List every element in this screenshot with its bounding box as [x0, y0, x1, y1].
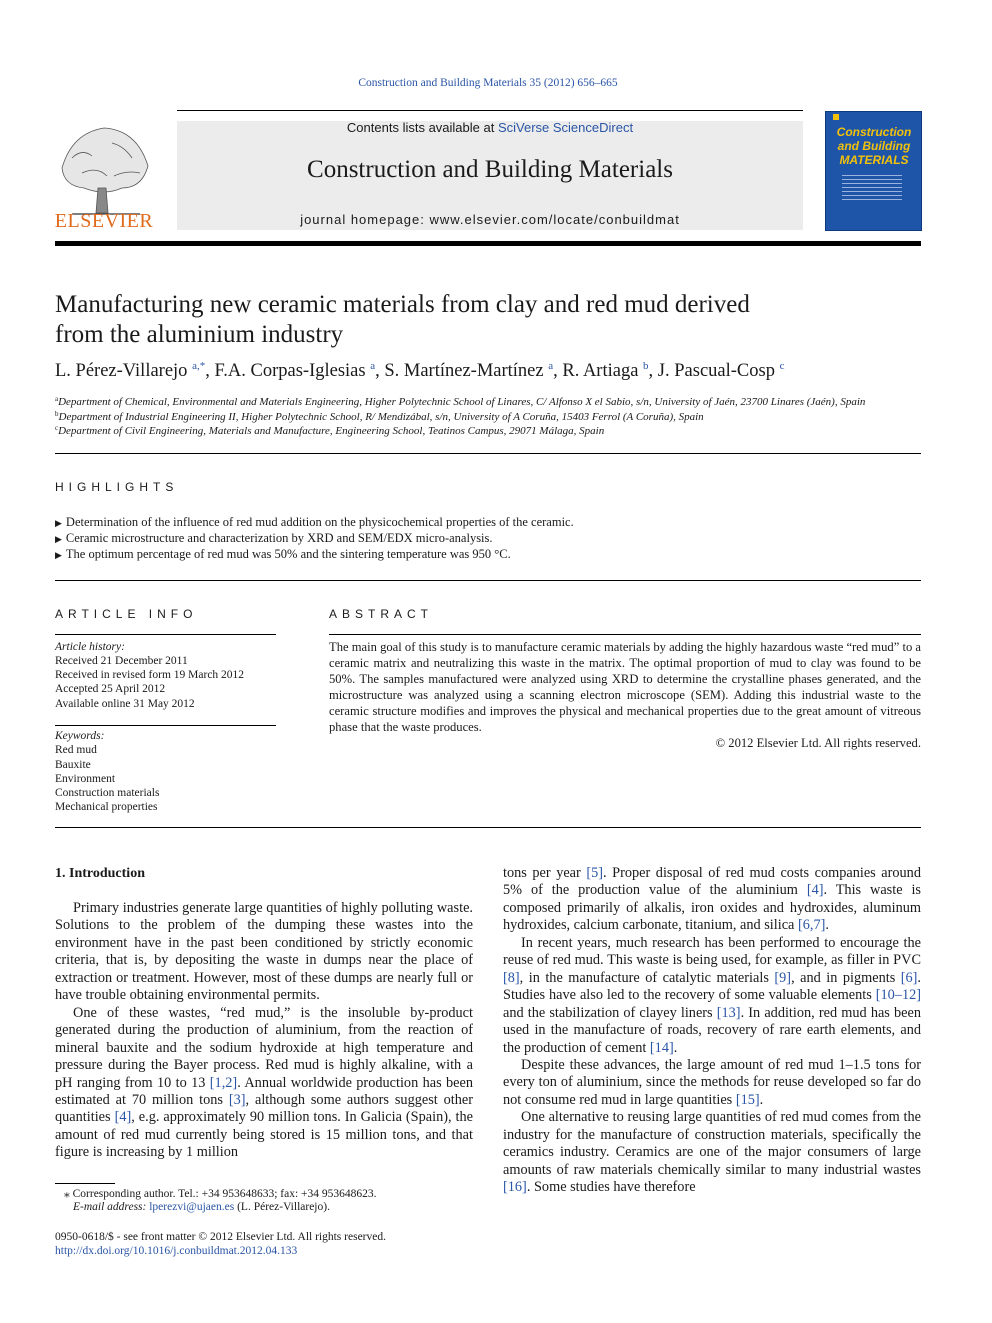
contents-prefix: Contents lists available at	[346, 120, 498, 135]
text-run: One of these wastes, “red mud,” is the insoluble by-product generated during the production of aluminium, from the reaction of mineral bauxite and the sodium hydroxide at high temperature and pressure during the Bayer process. Red mud is highly alkaline, with a pH ranging from 10 to 13	[55, 1004, 473, 1091]
bullet-arrow-icon: ▶	[55, 518, 62, 528]
doi-link[interactable]: http://dx.doi.org/10.1016/j.conbuildmat.2012.04.133	[55, 1245, 298, 1257]
abstract-divider	[55, 827, 921, 828]
cover-badge	[833, 114, 839, 120]
cover-title-line-1: Construction	[836, 125, 912, 139]
sciencedirect-link[interactable]: SciVerse ScienceDirect	[497, 120, 634, 135]
abstract-text: The main goal of this study is to manufacture ceramic materials by adding the highly hazardous waste “red mud” to a ceramic matrix and neutralizing this waste in the matrix. The optimal proportion of mud to clay was found to be 50%. The samples manufactured were analyzed using XRD to determine the crystalline phases generated, and the microstructure was analyzed using a scanning electron microscope (SEM). Adding this industrial waste to the ceramic structure modifies and improves the physical and mechanical properties due to the great amount of vitreous phase that the waste produces.	[329, 640, 921, 735]
affiliation-a	[55, 395, 921, 408]
author-name[interactable]: R. Artiaga	[562, 361, 644, 381]
citation-link[interactable]: [9]	[774, 969, 792, 986]
author-list	[55, 360, 921, 382]
author-name[interactable]: J. Pascual-Cosp	[657, 361, 780, 381]
text-run: , although some authors suggest other quantities	[55, 1091, 473, 1126]
citation-link[interactable]: [4]	[806, 882, 824, 899]
contents-availability	[177, 120, 803, 135]
text-run: . This waste is composed primarily of alkalis, iron oxides and hydroxides, aluminum hydroxides, calcium carbonate, titanium, and silica	[503, 882, 921, 934]
journal-homepage[interactable]: journal homepage: www.elsevier.com/locate/conbuildmat	[300, 212, 680, 227]
text-run: , and in pigments	[791, 969, 901, 986]
abstract-heading: ABSTRACT	[329, 607, 434, 621]
text-run: tons per year	[503, 865, 587, 881]
highlight-text: Ceramic microstructure and characterization by XRD and SEM/EDX micro-analysis.	[65, 531, 493, 545]
affiliation-mark: a	[55, 395, 59, 403]
text-run: . In addition, red mud has been used in the manufacture of roads, recovery of rare earth elements, and the production of cement	[503, 1004, 921, 1056]
affiliation-b	[55, 410, 921, 423]
affiliation-text: Department of Industrial Engineering II, Higher Polytechnic School, R/ Mendizábal, s/n, University of A Coruña, 15403 Ferrol (A Coruña), Spain	[58, 411, 704, 423]
highlights-heading: HIGHLIGHTS	[55, 480, 179, 494]
email-note	[73, 1201, 493, 1213]
text-run: , in the manufacture of catalytic materials	[519, 969, 775, 986]
affiliation-c	[55, 424, 921, 437]
text-run: . Proper disposal of red mud costs companies around 5% of the production value of the aluminium	[503, 865, 921, 899]
author-name[interactable]: F.A. Corpas-Iglesias	[214, 361, 371, 381]
keywords-label: Keywords:	[55, 730, 105, 742]
body-column-right	[503, 865, 921, 1197]
article-title-line-2: from the aluminium industry	[55, 321, 344, 348]
citation-link[interactable]: [15]	[735, 1091, 760, 1108]
article-info-heading: ARTICLE INFO	[55, 607, 198, 621]
abstract-copyright: © 2012 Elsevier Ltd. All rights reserved.	[715, 736, 921, 750]
body-column-left	[55, 900, 473, 1162]
author-affiliation-mark[interactable]: b	[643, 360, 649, 372]
intro-paragraph	[503, 865, 921, 935]
citation-link[interactable]: [10–12]	[875, 987, 921, 1004]
highlight-item	[55, 515, 921, 530]
article-info-rule	[55, 634, 276, 635]
author-name[interactable]: S. Martínez-Martínez	[384, 361, 549, 381]
citation-link[interactable]: [8]	[503, 969, 520, 986]
text-run: Despite these advances, the large amount of red mud 1–1.5 tons for every ton of aluminium, since the methods for reuse developed so far do not consume red mud in large quantities	[503, 1056, 921, 1108]
citation-link[interactable]: [13]	[716, 1004, 741, 1021]
history-accepted: Accepted 25 April 2012	[55, 683, 166, 695]
text-run: , e.g. approximately 90 million tons. In Galicia (Spain), the amount of red mud currently being stored is 15 million tons, and that figure is increasing by 1 million	[55, 1109, 473, 1161]
cover-title-line-2: and Building	[837, 139, 911, 153]
keyword-item: Bauxite	[55, 759, 91, 771]
citation-link[interactable]: [6]	[900, 969, 918, 986]
affiliation-divider	[55, 453, 921, 454]
author-affiliation-mark[interactable]: a,*	[192, 360, 206, 372]
affiliation-text: Department of Civil Engineering, Materials and Manufacture, Engineering School, Teatinos Campus, 29071 Málaga, Spain	[58, 425, 605, 437]
keywords-rule	[55, 725, 276, 726]
journal-title: Construction and Building Materials	[307, 156, 673, 183]
email-label: E-mail address:	[73, 1201, 147, 1213]
text-run: .	[759, 1091, 764, 1108]
corresponding-author-note: ⁎ Corresponding author. Tel.: +34 953648633; fax: +34 953648623.	[64, 1188, 377, 1200]
text-run: . Studies have also led to the recovery of some valuable elements	[503, 969, 921, 1004]
text-run: . Annual worldwide production has been estimated at 70 million tons	[55, 1074, 473, 1108]
keyword-item: Mechanical properties	[55, 801, 158, 813]
cover-title	[830, 125, 918, 167]
intro-paragraph: Primary industries generate large quantities of highly polluting waste. Solutions to the problem of the dumping these wastes into the environment have in the past been conditioned by strictly economic criteria, that is, by depositing the waste in dumps near the place of extraction or treatment. However, most of these dumps are nearly full or have trouble obtaining environmental permits.	[55, 900, 473, 1004]
author-name[interactable]: L. Pérez-Villarejo	[55, 361, 193, 381]
citation-link[interactable]: [6,7]	[797, 917, 826, 934]
citation-link[interactable]: [14]	[649, 1039, 674, 1056]
affiliation-mark: c	[55, 424, 59, 432]
citation-link[interactable]: [16]	[503, 1179, 527, 1196]
citation-link[interactable]: [3]	[228, 1091, 246, 1108]
elsevier-wordmark: ELSEVIER	[54, 210, 154, 232]
section-heading-introduction: 1. Introduction	[55, 866, 145, 881]
author-separator: ,	[648, 361, 658, 381]
cover-text-block	[842, 175, 902, 201]
history-online: Available online 31 May 2012	[55, 698, 195, 710]
highlight-item	[55, 531, 921, 546]
intro-paragraph	[503, 1109, 921, 1196]
keyword-item: Construction materials	[55, 787, 160, 799]
author-affiliation-mark[interactable]: c	[779, 360, 785, 372]
text-run: .	[673, 1039, 678, 1056]
highlight-text: Determination of the influence of red mud addition on the physicochemical properties of the ceramic.	[65, 515, 574, 529]
citation-link[interactable]: [5]	[586, 865, 604, 881]
issn-line: 0950-0618/$ - see front matter © 2012 Elsevier Ltd. All rights reserved.	[55, 1231, 386, 1243]
highlight-text: The optimum percentage of red mud was 50% and the sintering temperature was 950 °C.	[65, 547, 511, 561]
article-title-line-1: Manufacturing new ceramic materials from clay and red mud derived	[55, 291, 750, 318]
bullet-arrow-icon: ▶	[55, 550, 62, 560]
citation-link[interactable]: [1,2]	[209, 1074, 238, 1091]
text-run: In recent years, much research has been performed to encourage the reuse of red mud. This waste is being used, for example, as filler in PVC	[503, 934, 921, 969]
author-affiliation-mark[interactable]: a	[548, 360, 554, 372]
text-run: One alternative to reusing large quantities of red mud comes from the industry for the manufacture of construction materials, specifically the ceramics industry. Ceramics are one of the major consumers of large amounts of raw materials chemically similar to many industrial wastes	[503, 1109, 921, 1178]
text-run: . Some studies have therefore	[526, 1179, 696, 1196]
cover-title-line-3: MATERIALS	[839, 153, 909, 167]
affiliation-mark: b	[55, 410, 59, 418]
author-separator: ,	[553, 361, 563, 381]
author-separator: ,	[375, 361, 385, 381]
header-top-rule	[177, 110, 803, 111]
footnote-rule	[55, 1183, 115, 1184]
history-label: Article history:	[55, 641, 125, 653]
highlights-divider	[55, 580, 921, 581]
author-separator: ,	[205, 361, 215, 381]
intro-paragraph	[55, 1005, 473, 1162]
bullet-arrow-icon: ▶	[55, 534, 62, 544]
author-affiliation-mark[interactable]: a	[370, 360, 376, 372]
keyword-item: Environment	[55, 773, 116, 785]
article-title	[55, 290, 885, 350]
history-received: Received 21 December 2011	[55, 655, 188, 667]
header-thick-rule	[55, 241, 921, 246]
abstract-rule	[329, 634, 921, 635]
email-link[interactable]: lperezvi@ujaen.es	[149, 1201, 235, 1213]
email-suffix: (L. Pérez-Villarejo).	[237, 1201, 330, 1213]
text-run: .	[825, 917, 829, 934]
affiliation-text: Department of Chemical, Environmental and Materials Engineering, Higher Polytechnic School of Linares, C/ Alfonso X el Sabio, s/n, University of Jaén, 23700 Linares (Jaén), Spain	[58, 396, 866, 408]
intro-paragraph	[503, 1057, 921, 1109]
citation-link[interactable]: [4]	[114, 1109, 132, 1126]
intro-paragraph	[503, 935, 921, 1057]
journal-citation[interactable]: Construction and Building Materials 35 (2012) 656–665	[358, 77, 618, 89]
keyword-item: Red mud	[55, 744, 97, 756]
text-run: and the stabilization of clayey liners	[503, 1004, 717, 1021]
highlight-item	[55, 547, 921, 562]
history-revised: Received in revised form 19 March 2012	[55, 669, 245, 681]
